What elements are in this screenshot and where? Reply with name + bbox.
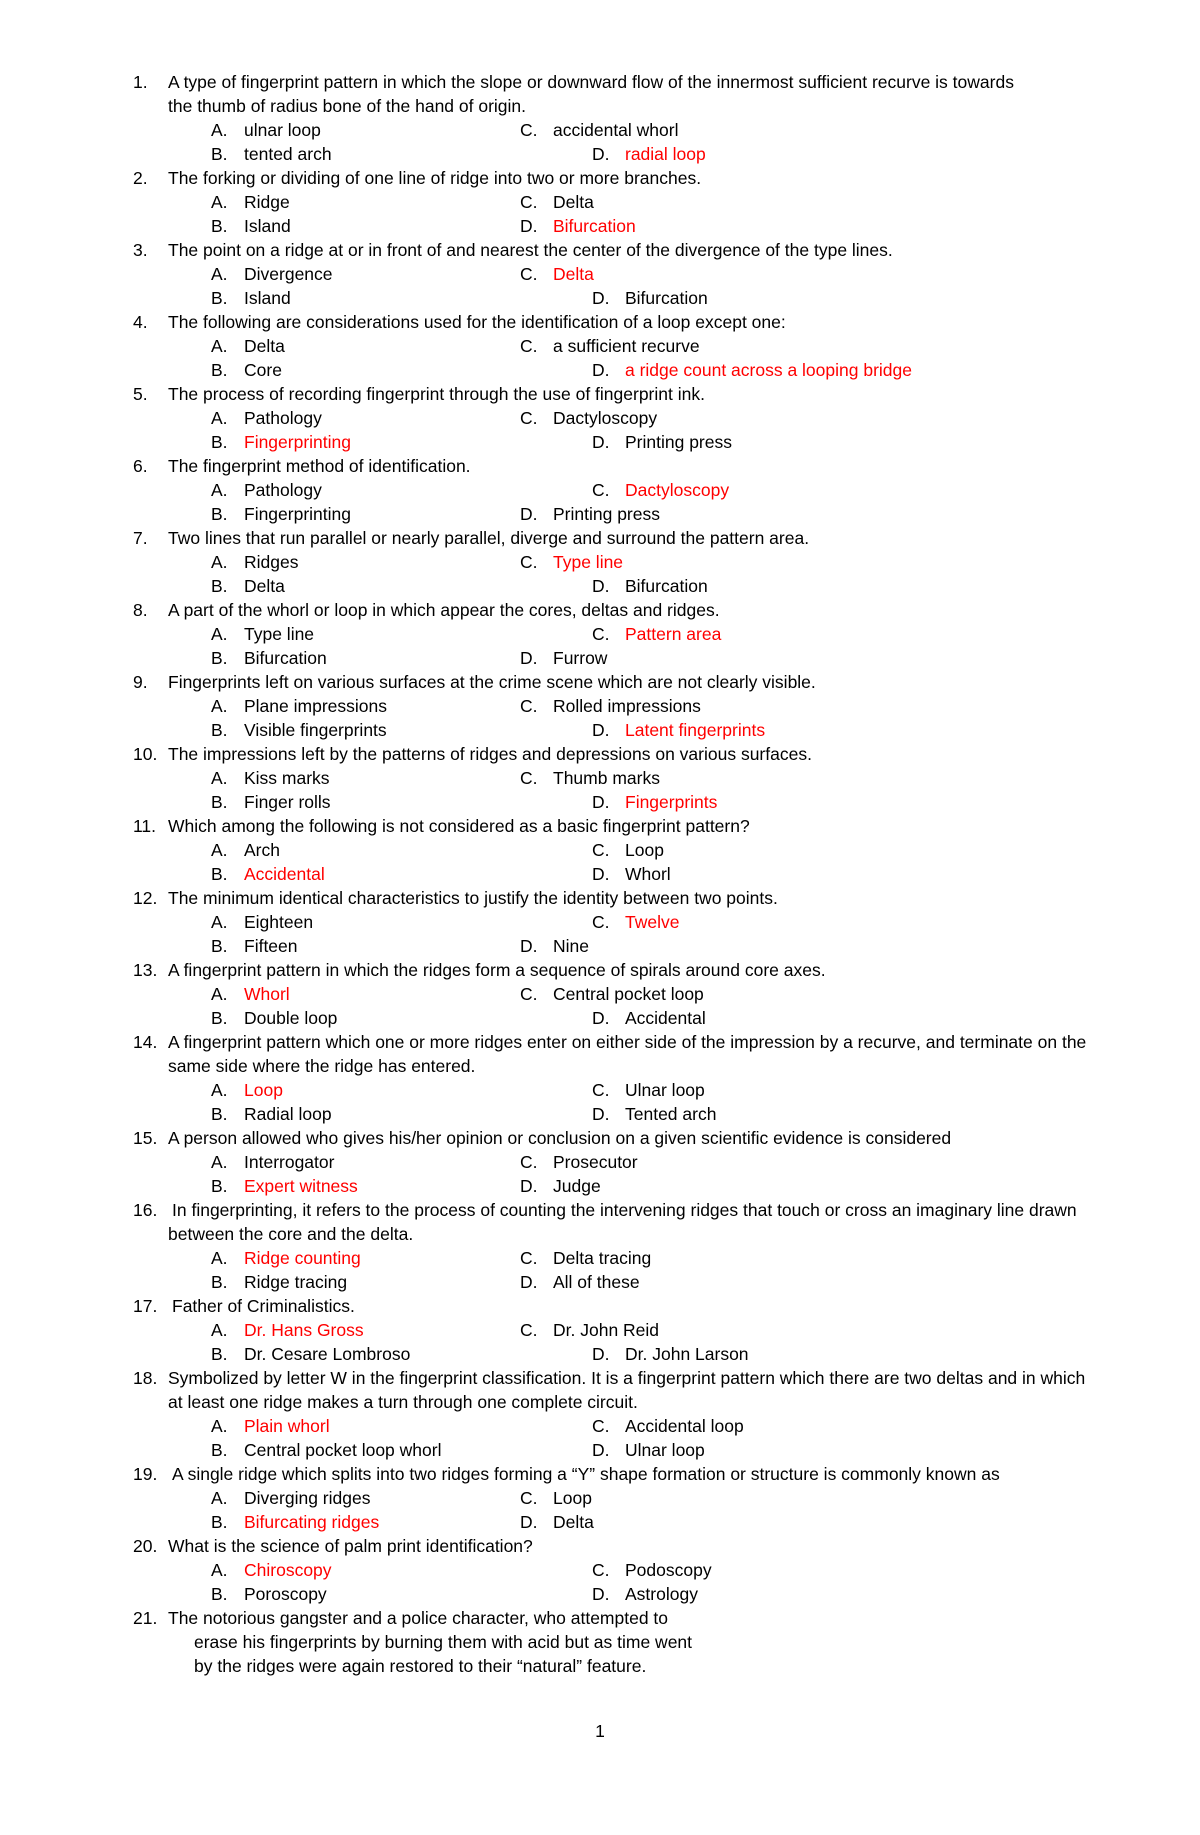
correct-answer: Latent fingerprints [625,720,766,740]
question-12: 12. The minimum identical characteristics to justify the identity between two points. [0,886,1200,910]
option-c: C. Accidental loop [592,1416,744,1436]
option-row [0,1318,1200,1342]
question-text: The impressions left by the patterns of ridges and depressions on various surfaces. [168,744,812,764]
question-9: 9. Fingerprints left on various surfaces at the crime scene which are not clearly visible. [0,670,1200,694]
question-20: 20. What is the science of palm print identification? [0,1534,1200,1558]
option-b: B. Radial loop [211,1104,332,1124]
option-row [0,1414,1200,1438]
option-d: D. Accidental [592,1008,706,1028]
question-1: 1. A type of fingerprint pattern in which the slope or downward flow of the innermost sufficient recurve is towards [0,70,1200,94]
option-row [0,406,1200,430]
question-text: the thumb of radius bone of the hand of origin. [168,96,527,116]
option-b: B. Accidental [211,864,325,884]
option-c: C. Delta tracing [520,1248,652,1268]
option-row [0,1558,1200,1582]
question-text: What is the science of palm print identification? [168,1536,533,1556]
option-row [0,934,1200,958]
option-row [0,718,1200,742]
option-row [0,1246,1200,1270]
question-14: 14. A fingerprint pattern which one or more ridges enter on either side of the impression by a recurve, and terminate on the [0,1030,1200,1054]
question-text: The forking or dividing of one line of ridge into two or more branches. [168,168,702,188]
option-c: C. Prosecutor [520,1152,638,1172]
option-row [0,1006,1200,1030]
option-c: C. Delta [520,264,594,284]
option-b: B. Island [211,216,291,236]
question-text: The minimum identical characteristics to justify the identity between two points. [168,888,778,908]
option-b: B. Visible fingerprints [211,720,387,740]
option-a: A. Ridge counting [211,1248,361,1268]
question-6: 6. The fingerprint method of identification. [0,454,1200,478]
option-c: C. Dr. John Reid [520,1320,660,1340]
option-a: A. Pathology [211,408,322,428]
option-row [0,982,1200,1006]
option-d: D. Delta [520,1512,594,1532]
option-row [0,1078,1200,1102]
option-d: D. Bifurcation [592,576,708,596]
question-text: Symbolized by letter W in the fingerprint classification. It is a fingerprint pattern which there are two deltas and in which [168,1368,1086,1388]
question-text: Which among the following is not considered as a basic fingerprint pattern? [168,816,750,836]
option-b: B. Bifurcation [211,648,327,668]
question-text: at least one ridge makes a turn through one complete circuit. [168,1392,638,1412]
option-row [0,1510,1200,1534]
option-b: B. tented arch [211,144,332,164]
option-d: D. All of these [520,1272,640,1292]
option-b: B. Fingerprinting [211,432,351,452]
option-row [0,1150,1200,1174]
option-a: A. Type line [211,624,315,644]
option-b: B. Island [211,288,291,308]
option-d: D. Printing press [592,432,732,452]
page-number: 1 [595,1721,605,1741]
option-a: A. Chiroscopy [211,1560,332,1580]
question-3: 3. The point on a ridge at or in front of and nearest the center of the divergence of the type lines. [0,238,1200,262]
option-a: A. Dr. Hans Gross [211,1320,364,1340]
option-row [0,646,1200,670]
option-row [0,478,1200,502]
option-b: B. Core [211,360,282,380]
correct-answer: Type line [553,552,624,572]
option-d: D. Fingerprints [592,792,718,812]
option-row [0,1174,1200,1198]
option-d: D. Printing press [520,504,660,524]
correct-answer: Accidental [244,864,325,884]
correct-answer: Whorl [244,984,290,1004]
correct-answer: Plain whorl [244,1416,330,1436]
question-text: Fingerprints left on various surfaces at the crime scene which are not clearly visible. [168,672,816,692]
question-text: erase his fingerprints by burning them with acid but as time went [194,1632,693,1652]
question-18: 18. Symbolized by letter W in the fingerprint classification. It is a fingerprint pattern which there are two deltas and in which [0,1366,1200,1390]
option-d: D. Bifurcation [520,216,636,236]
option-d: D. Judge [520,1176,601,1196]
question-17: 17. Father of Criminalistics. [0,1294,1200,1318]
question-4: 4. The following are considerations used for the identification of a loop except one: [0,310,1200,334]
question-text: between the core and the delta. [168,1224,414,1244]
option-c: C. Ulnar loop [592,1080,705,1100]
option-row [0,142,1200,166]
option-row [0,502,1200,526]
question-text: In fingerprinting, it refers to the process of counting the intervening ridges that touch or cross an imaginary line drawn [172,1200,1077,1220]
question-13: 13. A fingerprint pattern in which the ridges form a sequence of spirals around core axes. [0,958,1200,982]
question-text: The notorious gangster and a police character, who attempted to [168,1608,669,1628]
option-d: D. Latent fingerprints [592,720,766,740]
question-text: The fingerprint method of identification. [168,456,471,476]
option-row [0,1438,1200,1462]
correct-answer: Chiroscopy [244,1560,332,1580]
question-10: 10. The impressions left by the patterns of ridges and depressions on various surfaces. [0,742,1200,766]
correct-answer: Fingerprinting [244,432,351,452]
option-d: D. radial loop [592,144,706,164]
option-a: A. Whorl [211,984,290,1004]
correct-answer: radial loop [625,144,706,164]
option-row [0,574,1200,598]
option-d: D. Nine [520,936,589,956]
option-a: A. Delta [211,336,285,356]
option-a: A. Arch [211,840,280,860]
option-c: C. Dactyloscopy [520,408,658,428]
option-c: C. Dactyloscopy [592,480,730,500]
correct-answer: Bifurcation [553,216,636,236]
option-c: C. Thumb marks [520,768,660,788]
question-text: A type of fingerprint pattern in which the slope or downward flow of the innermost sufficient recurve is towards [168,72,1014,92]
option-b: B. Fifteen [211,936,298,956]
option-a: A. Ridge [211,192,290,212]
question-15: 15. A person allowed who gives his/her opinion or conclusion on a given scientific evidence is considered [0,1126,1200,1150]
option-d: D. Whorl [592,864,671,884]
option-c: C. a sufficient recurve [520,336,700,356]
option-b: B. Double loop [211,1008,338,1028]
option-a: A. ulnar loop [211,120,321,140]
option-a: A. Plain whorl [211,1416,330,1436]
option-a: A. Eighteen [211,912,314,932]
option-row [0,694,1200,718]
question-text: The following are considerations used for the identification of a loop except one: [168,312,786,332]
option-b: B. Expert witness [211,1176,358,1196]
question-5: 5. The process of recording fingerprint through the use of fingerprint ink. [0,382,1200,406]
question-sheet [0,70,1200,1678]
correct-answer: Pattern area [625,624,722,644]
correct-answer: Dactyloscopy [625,480,730,500]
question-2: 2. The forking or dividing of one line of ridge into two or more branches. [0,166,1200,190]
option-a: A. Loop [211,1080,283,1100]
option-row [0,550,1200,574]
option-c: C. accidental whorl [520,120,679,140]
question-text: same side where the ridge has entered. [168,1056,476,1076]
option-row [0,766,1200,790]
option-b: B. Bifurcating ridges [211,1512,380,1532]
option-row [0,358,1200,382]
option-row [0,622,1200,646]
question-text: Two lines that run parallel or nearly parallel, diverge and surround the pattern area. [168,528,810,548]
correct-answer: Bifurcating ridges [244,1512,380,1532]
option-d: D. Astrology [592,1584,698,1604]
correct-answer: Delta [553,264,594,284]
option-b: B. Ridge tracing [211,1272,348,1292]
question-text: Father of Criminalistics. [172,1296,355,1316]
option-a: A. Ridges [211,552,299,572]
question-11: 11. Which among the following is not considered as a basic fingerprint pattern? [0,814,1200,838]
option-c: C. Pattern area [592,624,722,644]
option-a: A. Pathology [211,480,322,500]
option-a: A. Kiss marks [211,768,330,788]
option-row [0,430,1200,454]
question-19: 19. A single ridge which splits into two ridges forming a “Y” shape formation or structure is commonly known as [0,1462,1200,1486]
option-row [0,1270,1200,1294]
option-d: D. Tented arch [592,1104,717,1124]
option-c: C. Loop [520,1488,592,1508]
option-a: A. Interrogator [211,1152,335,1172]
question-text: A part of the whorl or loop in which appear the cores, deltas and ridges. [168,600,720,620]
option-b: B. Poroscopy [211,1584,327,1604]
option-row [0,118,1200,142]
question-16: 16. In fingerprinting, it refers to the process of counting the intervening ridges that touch or cross an imaginary line drawn [0,1198,1200,1222]
option-b: B. Central pocket loop whorl [211,1440,442,1460]
question-text: A fingerprint pattern in which the ridges form a sequence of spirals around core axes. [168,960,826,980]
option-row [0,214,1200,238]
option-a: A. Plane impressions [211,696,387,716]
option-c: C. Delta [520,192,594,212]
correct-answer: a ridge count across a looping bridge [625,360,912,380]
option-row [0,838,1200,862]
correct-answer: Ridge counting [244,1248,361,1268]
question-text: The process of recording fingerprint through the use of fingerprint ink. [168,384,705,404]
option-c: C. Loop [592,840,664,860]
question-21: 21. The notorious gangster and a police character, who attempted to [0,1606,1200,1630]
option-c: C. Rolled impressions [520,696,701,716]
question-text: by the ridges were again restored to their “natural” feature. [194,1656,647,1676]
correct-answer: Loop [244,1080,283,1100]
correct-answer: Twelve [625,912,680,932]
option-row [0,1486,1200,1510]
question-7: 7. Two lines that run parallel or nearly parallel, diverge and surround the pattern area. [0,526,1200,550]
option-row [0,910,1200,934]
correct-answer: Dr. Hans Gross [244,1320,364,1340]
option-row [0,334,1200,358]
option-row [0,262,1200,286]
option-d: D. a ridge count across a looping bridge [592,360,912,380]
option-c: C. Twelve [592,912,680,932]
option-c: C. Central pocket loop [520,984,704,1004]
question-text: The point on a ridge at or in front of and nearest the center of the divergence of the type lines. [168,240,893,260]
option-row [0,862,1200,886]
option-row [0,790,1200,814]
correct-answer: Fingerprints [625,792,718,812]
question-8: 8. A part of the whorl or loop in which appear the cores, deltas and ridges. [0,598,1200,622]
option-row [0,1102,1200,1126]
option-b: B. Finger rolls [211,792,331,812]
option-c: C. Podoscopy [592,1560,712,1580]
option-d: D. Dr. John Larson [592,1344,749,1364]
option-d: D. Bifurcation [592,288,708,308]
option-b: B. Delta [211,576,285,596]
option-b: B. Dr. Cesare Lombroso [211,1344,411,1364]
option-row [0,286,1200,310]
question-text: A single ridge which splits into two ridges forming a “Y” shape formation or structure is commonly known as [172,1464,1000,1484]
option-b: B. Fingerprinting [211,504,351,524]
correct-answer: Expert witness [244,1176,358,1196]
option-row [0,1342,1200,1366]
option-d: D. Ulnar loop [592,1440,705,1460]
question-text: A person allowed who gives his/her opinion or conclusion on a given scientific evidence is considered [168,1128,952,1148]
option-a: A. Diverging ridges [211,1488,371,1508]
option-row [0,190,1200,214]
option-row [0,1582,1200,1606]
option-d: D. Furrow [520,648,608,668]
option-a: A. Divergence [211,264,333,284]
question-text: A fingerprint pattern which one or more ridges enter on either side of the impression by a recurve, and terminate on the [168,1032,1087,1052]
option-c: C. Type line [520,552,624,572]
